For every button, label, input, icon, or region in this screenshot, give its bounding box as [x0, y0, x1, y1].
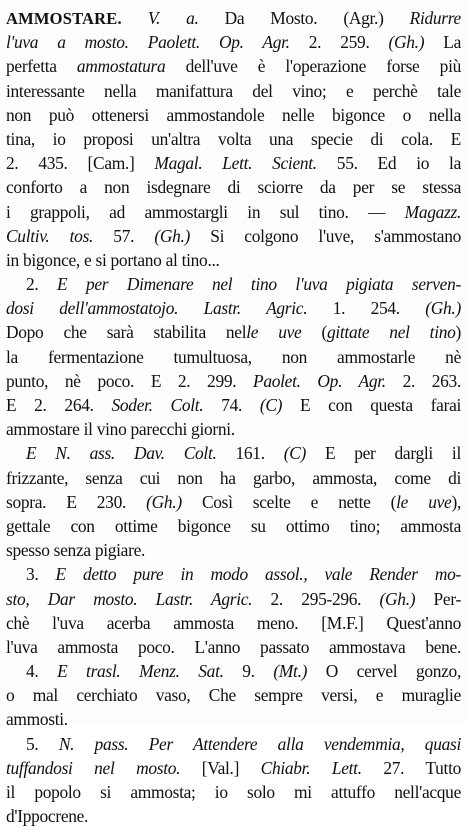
entry-line-33: il popolo si ammosta; io solo mi attuffo nell'acque [6, 782, 461, 802]
entry-line-11: in bigonce, e si portano al tino... [6, 249, 220, 270]
entry-line-2: l'uva a mosto. Paolett. Op. Agr. 2. 259. (Gh.) La [6, 32, 461, 53]
entry-line-15: la fermentazione tumultuosa, non ammostarle nè [6, 346, 461, 367]
entry-line-9: i grappoli, ad ammostargli in sul tino. — Magazz. [6, 201, 461, 222]
entry-line-14: Dopo che sarà stabilita nelle uve (gittate nel tino) [6, 322, 461, 343]
entry-line-10: Cultiv. tos. 57. (Gh.) Si colgono l'uve, s'ammostano [6, 225, 461, 246]
headword: AMMOSTARE. [6, 9, 122, 28]
entry-line-25: sto, Dar mosto. Lastr. Agric. 2. 295-296. (Gh.) Per- [6, 588, 461, 609]
entry-line-29: o mal cerchiato vaso, Che sempre versi, e muraglie [6, 685, 461, 706]
entry-line-5: non può ottenersi ammostandole nelle bigonce o nella [6, 104, 461, 125]
entry-line-16: punto, nè poco. E 2. 299. Paolet. Op. Agr. 2. 263. [6, 370, 461, 391]
entry-line-20: frizzante, senza cui non ha garbo, ammosta, come di [6, 467, 461, 488]
entry-line-3: perfetta ammostatura dell'uve è l'operazione forse più [6, 56, 461, 77]
entry-line-21: sopra. E 230. (Gh.) Così scelte e nette (le uve), [6, 491, 461, 512]
entry-line-18: ammostare il vino parecchi giorni. [6, 419, 235, 440]
entry-line-26: chè l'uva acerba ammosta meno. [M.F.] Quest'anno [6, 612, 461, 633]
entry-line-7: 2. 435. [Cam.] Magal. Lett. Scient. 55. Ed io la [6, 153, 461, 174]
entry-line-32: tuffandosi nel mosto. [Val.] Chiabr. Lett. 27. Tutto [6, 757, 461, 778]
dictionary-entry-ammostare [6, 6, 461, 828]
entry-line-34: d'Ippocrene. [6, 806, 89, 827]
entry-line-28: 4. E trasl. Menz. Sat. 9. (Mt.) O cervel gonzo, [26, 661, 461, 682]
entry-line-27: l'uva ammosta poco. L'anno passato ammostava bene. [6, 636, 461, 657]
entry-line-23: spesso senza pigiare. [6, 540, 146, 561]
entry-line-22: gettale con ottime bigonce su ottimo tino; ammosta [6, 515, 461, 536]
entry-line-4: interessante nella manifattura del vino; e perchè tale [6, 80, 461, 101]
entry-line-30: ammosti. [6, 709, 68, 730]
entry-line-12: 2. E per Dimenare nel tino l'uva pigiata serven- [26, 274, 461, 295]
entry-line-8: conforto a non isdegnare di sciorre da per se stessa [6, 177, 461, 198]
entry-line-24: 3. E detto pure in modo assol., vale Render mo- [26, 564, 461, 585]
entry-line-13: dosi dell'ammostatojo. Lastr. Agric. 1. 254. (Gh.) [6, 298, 461, 319]
entry-line-17: E 2. 264. Soder. Colt. 74. (C) E con questa farai [6, 395, 461, 415]
entry-line-6: tina, io proposi un'altra volta una specie di cola. E [6, 128, 461, 149]
entry-line-19: E N. ass. Dav. Colt. 161. (C) E per dargli il [26, 443, 461, 464]
entry-line-31: 5. N. pass. Per Attendere alla vendemmia, quasi [26, 733, 461, 754]
entry-line-1: AMMOSTARE. V. a. Da Mosto. (Agr.) Ridurre [6, 8, 461, 28]
